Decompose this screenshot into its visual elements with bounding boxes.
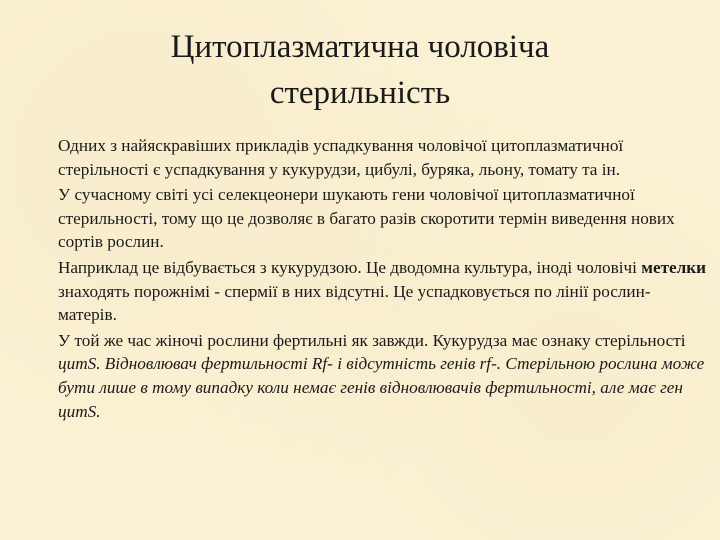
paragraph-1: Одних з найяскравіших прикладів успадкування чоловічої цитоплазматичної стерільності є успадкування у кукурудзи, цибулі, буряка, льону, томату та ін. <box>58 136 624 179</box>
paragraph-3-text-a: Наприклад це відбувається з кукурудзою. Це дводомна культура, іноді чоловічі <box>58 257 642 277</box>
slide-body <box>58 134 708 423</box>
slide-title-line-1: Цитоплазматична чоловіча <box>170 29 550 65</box>
paragraph-4-text-a: У той же час жіночі рослини фертильні як завжди. Кукурудза має ознаку стерільності <box>58 330 686 350</box>
paragraph-2: У сучасному світі усі селекцеонери шукають гени чоловічої цитоплазматичної стерильності, тому що це дозволяє в багато разів скоротити термін виведення нових сортів рослин. <box>58 185 675 252</box>
paragraph-4 <box>58 329 708 423</box>
slide-title-line-2: стерильність <box>269 75 451 111</box>
paragraph-4-italic-text: цитS. Відновлювач фертильності Rf- і відсутність генів rf-. Стерільною рослина може бути лише в тому випадку коли немає генів відновлювачів фертильності, але має ген цитS. <box>58 354 705 421</box>
paragraph-3-bold-term: метелки <box>641 257 707 277</box>
slide-title <box>60 24 660 116</box>
paragraph-3-text-b: знаходять порожнімі - спермії в них відсутні. Це успадковується по лінії рослин-матерів. <box>58 281 651 325</box>
paragraph-3 <box>58 256 708 327</box>
